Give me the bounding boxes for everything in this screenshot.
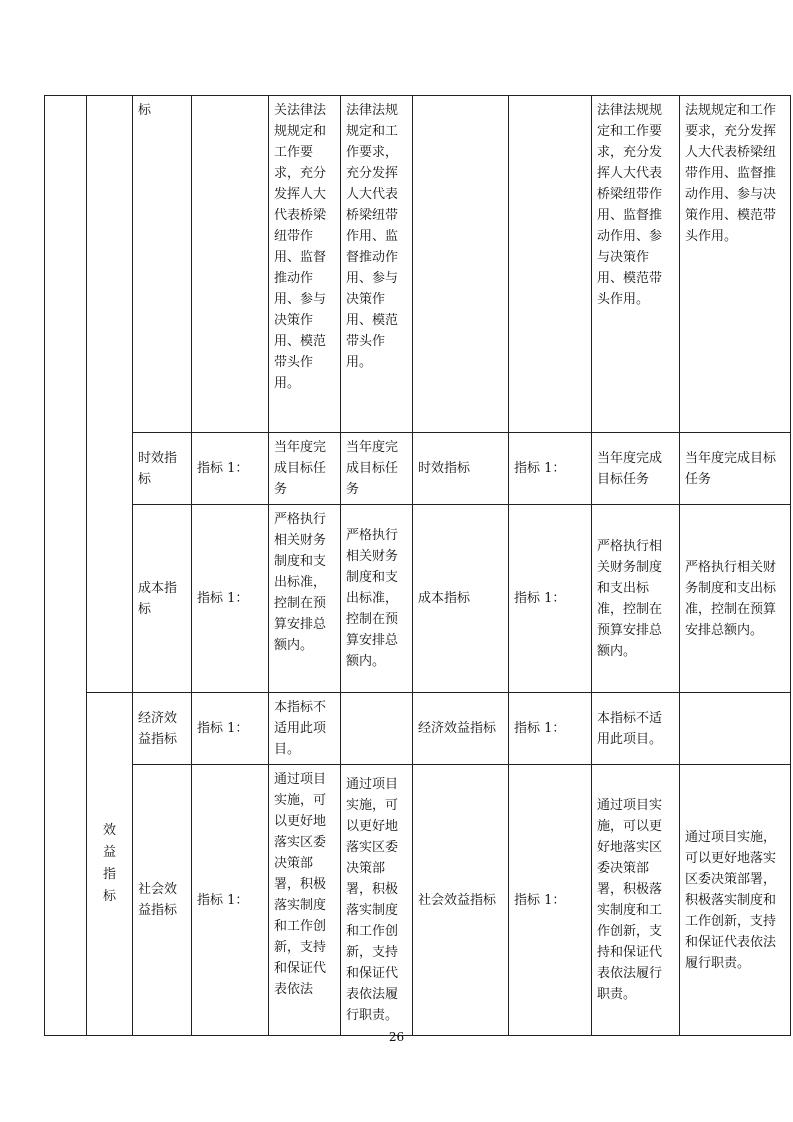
- target-value-cell: 严格执行相关财务制度和支出标准，控制在预算安排总额内。: [269, 505, 341, 693]
- table-row: [45, 96, 791, 433]
- actual-value-cell: [341, 693, 413, 765]
- target-value-cell: 本指标不适用此项目。: [269, 693, 341, 765]
- actual-value-cell: 法律法规规定和工作要求，充分发挥人大代表桥梁纽带作用、监督推动作用、参与决策作用、模范带头作用。: [341, 96, 413, 433]
- table-row: [45, 433, 791, 505]
- indicator-index-cell-2: [509, 96, 592, 433]
- secondary-indicator-cell: 社会效益指标: [133, 765, 192, 1036]
- indicator-index-cell-2: 指标 1：: [509, 765, 592, 1036]
- indicator-index-cell-2: 指标 1：: [509, 693, 592, 765]
- secondary-indicator-cell-2: 时效指标: [413, 433, 509, 505]
- secondary-indicator-cell-2: 成本指标: [413, 505, 509, 693]
- target-value-cell: 通过项目实施，可以更好地落实区委决策部署，积极落实制度和工作创新，支持和保证代表依法: [269, 765, 341, 1036]
- secondary-indicator-cell: 时效指标: [133, 433, 192, 505]
- target-value-cell-2: 严格执行相关财务制度和支出标准，控制在预算安排总额内。: [592, 505, 680, 693]
- secondary-indicator-cell: 经济效益指标: [133, 693, 192, 765]
- table-row: [45, 693, 791, 765]
- table-row: [45, 505, 791, 693]
- indicator-index-cell: 指标 1：: [192, 693, 269, 765]
- actual-value-cell: 通过项目实施，可以更好地落实区委决策部署，积极落实制度和工作创新，支持和保证代表依法履行职责。: [341, 765, 413, 1036]
- secondary-indicator-cell: 标: [133, 96, 192, 433]
- target-value-cell-2: 当年度完成目标任务: [592, 433, 680, 505]
- actual-value-cell-2: [680, 693, 791, 765]
- performance-indicator-table: [44, 95, 791, 1036]
- indicator-index-cell: 指标 1：: [192, 765, 269, 1036]
- benefit-indicator-label: 效益指标: [87, 693, 133, 1036]
- target-value-cell-2: 法律法规规定和工作要求，充分发挥人大代表桥梁纽带作用、监督推动作用、参与决策作用、模范带头作用。: [592, 96, 680, 433]
- indicator-index-cell-2: 指标 1：: [509, 433, 592, 505]
- page-number: 26: [388, 1030, 405, 1044]
- actual-value-cell-2: 严格执行相关财务制度和支出标准，控制在预算安排总额内。: [680, 505, 791, 693]
- actual-value-cell-2: 通过项目实施，可以更好地落实区委决策部署，积极落实制度和工作创新，支持和保证代表依法履行职责。: [680, 765, 791, 1036]
- indicator-index-cell-2: 指标 1：: [509, 505, 592, 693]
- indicator-index-cell: [192, 96, 269, 433]
- actual-value-cell: 当年度完成目标任务: [341, 433, 413, 505]
- target-value-cell: 当年度完成目标任务: [269, 433, 341, 505]
- secondary-indicator-cell-2: 社会效益指标: [413, 765, 509, 1036]
- table-row: [45, 765, 791, 1036]
- secondary-indicator-cell: 成本指标: [133, 505, 192, 693]
- indicator-index-cell: 指标 1：: [192, 505, 269, 693]
- outer-column-cell: [45, 96, 87, 1036]
- target-value-cell-2: 本指标不适用此项目。: [592, 693, 680, 765]
- secondary-indicator-cell-2: 经济效益指标: [413, 693, 509, 765]
- actual-value-cell: 严格执行相关财务制度和支出标准，控制在预算安排总额内。: [341, 505, 413, 693]
- secondary-indicator-cell-2: [413, 96, 509, 433]
- output-indicator-cell: [87, 96, 133, 693]
- actual-value-cell-2: 当年度完成目标任务: [680, 433, 791, 505]
- indicator-index-cell: 指标 1：: [192, 433, 269, 505]
- actual-value-cell-2: 法规规定和工作要求，充分发挥人大代表桥梁纽带作用、监督推动作用、参与决策作用、模范带头作用。: [680, 96, 791, 433]
- target-value-cell-2: 通过项目实施，可以更好地落实区委决策部署，积极落实制度和工作创新，支持和保证代表依法履行职责。: [592, 765, 680, 1036]
- target-value-cell: 关法律法规规定和工作要求，充分发挥人大代表桥梁纽带作用、监督推动作用、参与决策作用、模范带头作用。: [269, 96, 341, 433]
